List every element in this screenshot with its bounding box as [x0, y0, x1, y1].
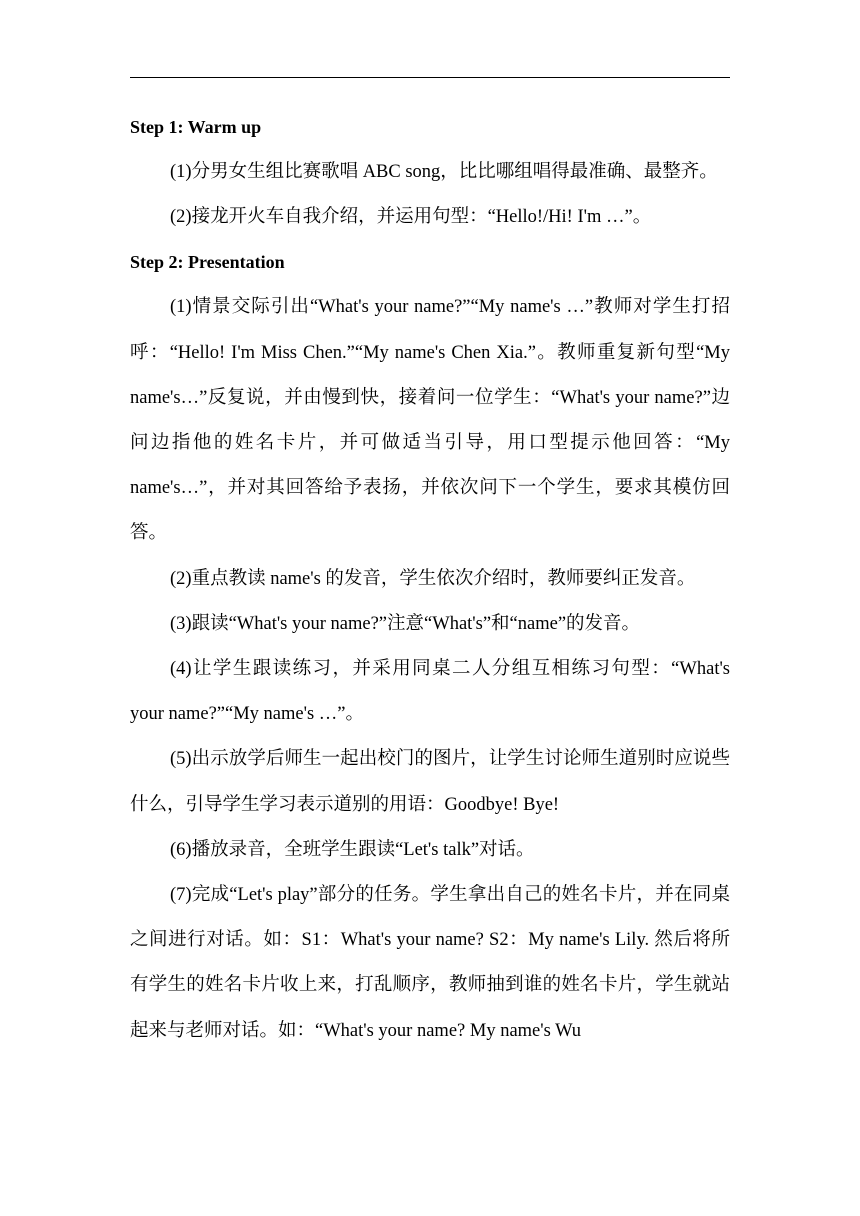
step2-item-6: (6)播放录音，全班学生跟读“Let's talk”对话。: [170, 839, 535, 860]
step2-item-7: (7)完成“Let's play”部分的任务。学生拿出自己的姓名卡片，并在同桌之间进行对话。如：S1：What's your name? S2：My name's Lily. 然后将所有学生的姓名卡片收上来，打乱顺序，教师抽到谁的姓名卡片，学生就站起来与老师对话。如：“What's your name? My name's Wu: [130, 885, 730, 1041]
step2-item-4: (4)让学生跟读练习，并采用同桌二人分组互相练习句型：“What's your name?”“My name's …”。: [130, 659, 730, 725]
step1-item-2: (2)接龙开火车自我介绍，并运用句型：“Hello!/Hi! I'm …”。: [170, 207, 652, 228]
step2-item-2: (2)重点教读 name's 的发音，学生依次介绍时，教师要纠正发音。: [170, 568, 696, 589]
step2-item-1: (1)情景交际引出“What's your name?”“My name's …”教师对学生打招呼：“Hello! I'm Miss Chen.”“My name's Chen Xia.”。教师重复新句型“My name's…”反复说，并由慢到快，接着问一位学生：“What's your name?”边问边指他的姓名卡片，并可做适当引导，用口型提示他回答：“My name's…”，并对其回答给予表扬，并依次问下一个学生，要求其模仿回答。: [130, 297, 730, 544]
step2-item-5: (5)出示放学后师生一起出校门的图片，让学生讨论师生道别时应说些什么，引导学生学习表示道别的用语：Goodbye! Bye!: [130, 749, 730, 815]
step2-item-3: (3)跟读“What's your name?”注意“What's”和“name”的发音。: [170, 613, 641, 634]
step1-heading: Step 1: Warm up: [130, 117, 262, 137]
step2-heading: Step 2: Presentation: [130, 252, 285, 273]
step1-item-1: (1)分男女生组比赛歌唱 ABC song，比比哪组唱得最准确、最整齐。: [170, 162, 718, 182]
lesson-content: [130, 105, 730, 1054]
header-rule: [130, 77, 730, 78]
